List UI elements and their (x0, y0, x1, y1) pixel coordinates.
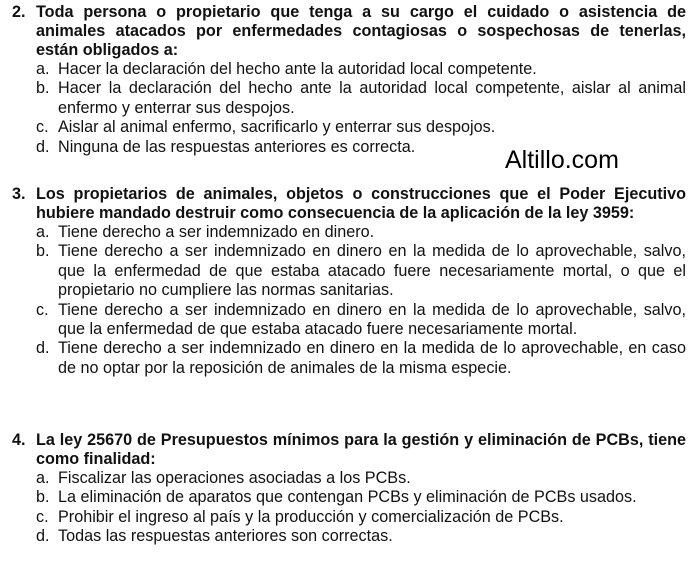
question-text: La ley 25670 de Presupuestos mínimos para la gestión y eliminación de PCBs, tiene como finalidad: (36, 431, 686, 468)
option-text: Hacer la declaración del hecho ante la autoridad local competente. (58, 60, 537, 78)
option-text: Fiscalizar las operaciones asociadas a los PCBs. (58, 469, 411, 487)
option-letter: b. (36, 488, 50, 507)
option-text: Aislar al animal enfermo, sacrificarlo y enterrar sus despojos. (58, 118, 496, 137)
option-text: Tiene derecho a ser indemnizado en dinero en la medida de lo aprovechable, salvo, que la enfermedad de que estaba atacado fuere necesariamente mortal. (58, 300, 686, 339)
option-letter: c. (36, 118, 49, 137)
option-c (12, 118, 686, 137)
option-b (12, 242, 686, 300)
option-text: La eliminación de aparatos que contengan PCBs y eliminación de PCBs usados. (58, 488, 637, 507)
option-letter: d. (36, 137, 50, 156)
question-number: 4. (12, 431, 26, 449)
option-d (12, 339, 686, 378)
option-b (12, 79, 700, 118)
option-text: Todas las respuestas anteriores son correctas. (58, 527, 393, 546)
question-text: Toda persona o propietario que tenga a su cargo el cuidado o asistencia de animales atacados por enfermedades contagiosas o sospechosas de tenerlas, están obligados a: (36, 3, 686, 59)
option-text: Hacer la declaración del hecho ante la autoridad local competente, aislar al animal enfermo y enterrar sus despojos. (58, 79, 700, 117)
question-4 (12, 431, 686, 547)
question-number: 2. (12, 3, 26, 21)
option-letter: d. (36, 527, 50, 546)
option-letter: a. (36, 60, 50, 78)
question-heading (12, 3, 686, 60)
question-number: 3. (12, 185, 26, 203)
question-3 (12, 185, 686, 378)
option-c (12, 508, 686, 527)
question-heading (12, 431, 686, 469)
option-letter: b. (36, 79, 50, 98)
option-c (12, 301, 686, 340)
option-a (12, 60, 686, 79)
option-letter: a. (36, 223, 50, 241)
option-text: Prohibir el ingreso al país y la producción y comercialización de PCBs. (58, 507, 564, 526)
option-text: Ninguna de las respuestas anteriores es correcta. (58, 137, 416, 156)
watermark-text: Altillo.com (505, 146, 619, 174)
option-letter: c. (36, 300, 49, 319)
question-2 (12, 3, 700, 157)
option-letter: c. (36, 507, 49, 526)
option-text: Tiene derecho a ser indemnizado en dinero en la medida de lo aprovechable, salvo, que la enfermedad de que estaba atacado fuere necesariamente mortal, o que el propietario no cumpliere las normas sanitarias. (58, 242, 686, 300)
option-letter: d. (36, 339, 50, 358)
option-letter: b. (36, 242, 50, 261)
question-heading (12, 185, 686, 223)
option-a (12, 223, 686, 242)
option-text: Tiene derecho a ser indemnizado en dinero en la medida de lo aprovechable, en caso de no optar por la reposición de animales de la misma especie. (58, 339, 686, 377)
option-a (12, 469, 686, 488)
option-text: Tiene derecho a ser indemnizado en dinero. (58, 223, 375, 241)
question-text: Los propietarios de animales, objetos o construcciones que el Poder Ejecutivo hubiere mandado destruir como consecuencia de la aplicación de la ley 3959: (36, 185, 686, 222)
option-b (12, 488, 686, 507)
option-d (12, 527, 686, 546)
option-letter: a. (36, 469, 50, 487)
